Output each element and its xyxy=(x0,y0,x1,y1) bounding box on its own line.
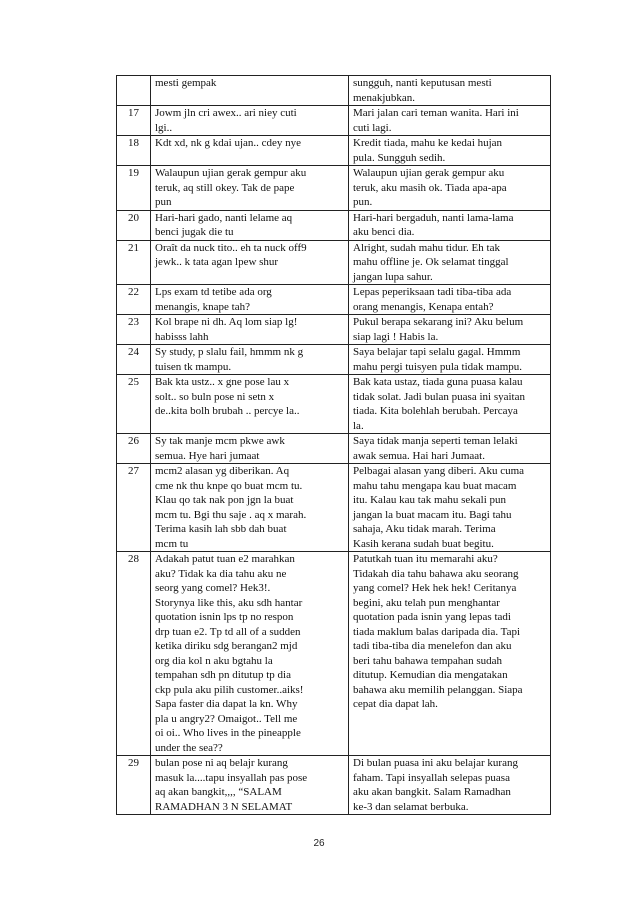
table-row xyxy=(117,285,551,315)
translation-text: Di bulan puasa ini aku belajar kurang faham. Tapi insyallah selepas puasa aku akan bangkit. Salam Ramadhan ke-3 dan selamat berbuka. xyxy=(349,756,551,815)
translation-text: Patutkah tuan itu memarahi aku? Tidakah dia tahu bahawa aku seorang yang comel? Hek hek hek! Ceritanya begini, aku telah pun menghantar quotation pada isnin yang lepas tadi tiada maklum balas daripada dia. Tapi tadi tiba-tiba dia menelefon dan aku beri tahu bahawa tempahan sudah ditutup. Kemudian dia mengatakan bahawa aku memilih pelanggan. Siapa cepat dia dapat lah. xyxy=(349,552,551,756)
table-row xyxy=(117,552,551,756)
translation-text: Kredit tiada, mahu ke kedai hujan pula. Sungguh sedih. xyxy=(349,136,551,166)
row-number: 25 xyxy=(117,375,151,434)
translation-text: Saya tidak manja seperti teman lelaki awak semua. Hai hari Jumaat. xyxy=(349,434,551,464)
original-text: Bak kta ustz.. x gne pose lau x solt.. so buln pose ni setn x de..kita bolh brubah .. percye la.. xyxy=(151,375,349,434)
table-row xyxy=(117,136,551,166)
original-text: Kol brape ni dh. Aq lom siap lg! habisss lahh xyxy=(151,315,349,345)
translation-table xyxy=(116,75,551,815)
translation-text: Pukul berapa sekarang ini? Aku belum siap lagi ! Habis la. xyxy=(349,315,551,345)
row-number: 20 xyxy=(117,210,151,240)
table-row xyxy=(117,240,551,285)
original-text: Sy study, p slalu fail, hmmm nk g tuisen tk mampu. xyxy=(151,345,349,375)
table-row xyxy=(117,106,551,136)
translation-text: Pelbagai alasan yang diberi. Aku cuma mahu tahu mengapa kau buat macam itu. Kalau kau tak mahu sekali pun jangan la buat macam itu. Bagi tahu sahaja, Aku tidak marah. Terima Kasih kerana sudah buat begitu. xyxy=(349,464,551,552)
translation-text: Walaupun ujian gerak gempur aku teruk, aku masih ok. Tiada apa-apa pun. xyxy=(349,166,551,211)
row-number: 21 xyxy=(117,240,151,285)
table-row xyxy=(117,345,551,375)
table-row xyxy=(117,210,551,240)
original-text: bulan pose ni aq belajr kurang masuk la....tapu insyallah pas pose aq akan bangkit,,,, “SALAM RAMADHAN 3 N SELAMAT xyxy=(151,756,349,815)
row-number: 23 xyxy=(117,315,151,345)
row-number: 24 xyxy=(117,345,151,375)
row-number: 19 xyxy=(117,166,151,211)
table-row xyxy=(117,434,551,464)
row-number xyxy=(117,76,151,106)
row-number: 17 xyxy=(117,106,151,136)
original-text: Walaupun ujian gerak gempur aku teruk, aq still okey. Tak de pape pun xyxy=(151,166,349,211)
row-number: 18 xyxy=(117,136,151,166)
table-row xyxy=(117,76,551,106)
table-row xyxy=(117,464,551,552)
table-row xyxy=(117,315,551,345)
original-text: Sy tak manje mcm pkwe awk semua. Hye hari jumaat xyxy=(151,434,349,464)
table-row xyxy=(117,166,551,211)
original-text: Adakah patut tuan e2 marahkan aku? Tidak ka dia tahu aku ne seorg yang comel? Hek3!. Storynya like this, aku sdh hantar quotation isnin lps tp no respon drp tuan e2. Tp td all of a sudden ketika diriku sdg berangan2 mjd org dia kol n aku bgtahu la tempahan sdh pn ditutup tp dia ckp pula aku pilih customer..aiks! Sapa faster dia dapat la kn. Why pla u angry2? Omaigot.. Tell me oi oi.. Who lives in the pineapple under the sea?? xyxy=(151,552,349,756)
row-number: 27 xyxy=(117,464,151,552)
original-text: Kdt xd, nk g kdai ujan.. cdey nye xyxy=(151,136,349,166)
original-text: Lps exam td tetibe ada org menangis, knape tah? xyxy=(151,285,349,315)
translation-text: Hari-hari bergaduh, nanti lama-lama aku benci dia. xyxy=(349,210,551,240)
table-row xyxy=(117,375,551,434)
original-text: Hari-hari gado, nanti lelame aq benci jugak die tu xyxy=(151,210,349,240)
page-number: 26 xyxy=(313,838,325,849)
row-number: 26 xyxy=(117,434,151,464)
translation-text: Bak kata ustaz, tiada guna puasa kalau tidak solat. Jadi bulan puasa ini syaitan tiada. Kita bolehlah berubah. Percaya la. xyxy=(349,375,551,434)
row-number: 22 xyxy=(117,285,151,315)
translation-text: Mari jalan cari teman wanita. Hari ini cuti lagi. xyxy=(349,106,551,136)
original-text: mcm2 alasan yg diberikan. Aq cme nk thu knpe qo buat mcm tu. Klau qo tak nak pon jgn la buat mcm tu. Bgi thu saje . aq x marah. Terima kasih lah sbb dah buat mcm tu xyxy=(151,464,349,552)
original-text: Jowm jln cri awex.. ari niey cuti lgi.. xyxy=(151,106,349,136)
row-number: 29 xyxy=(117,756,151,815)
translation-text: sungguh, nanti keputusan mesti menakjubkan. xyxy=(349,76,551,106)
row-number: 28 xyxy=(117,552,151,756)
translation-text: Saya belajar tapi selalu gagal. Hmmm mahu pergi tuisyen pula tidak mampu. xyxy=(349,345,551,375)
table-row xyxy=(117,756,551,815)
original-text: Oraît da nuck tito.. eh ta nuck off9 jewk.. k tata agan lpew shur xyxy=(151,240,349,285)
translation-text: Lepas peperiksaan tadi tiba-tiba ada orang menangis, Kenapa entah? xyxy=(349,285,551,315)
translation-text: Alright, sudah mahu tidur. Eh tak mahu offline je. Ok selamat tinggal jangan lupa sahur. xyxy=(349,240,551,285)
original-text: mesti gempak xyxy=(151,76,349,106)
